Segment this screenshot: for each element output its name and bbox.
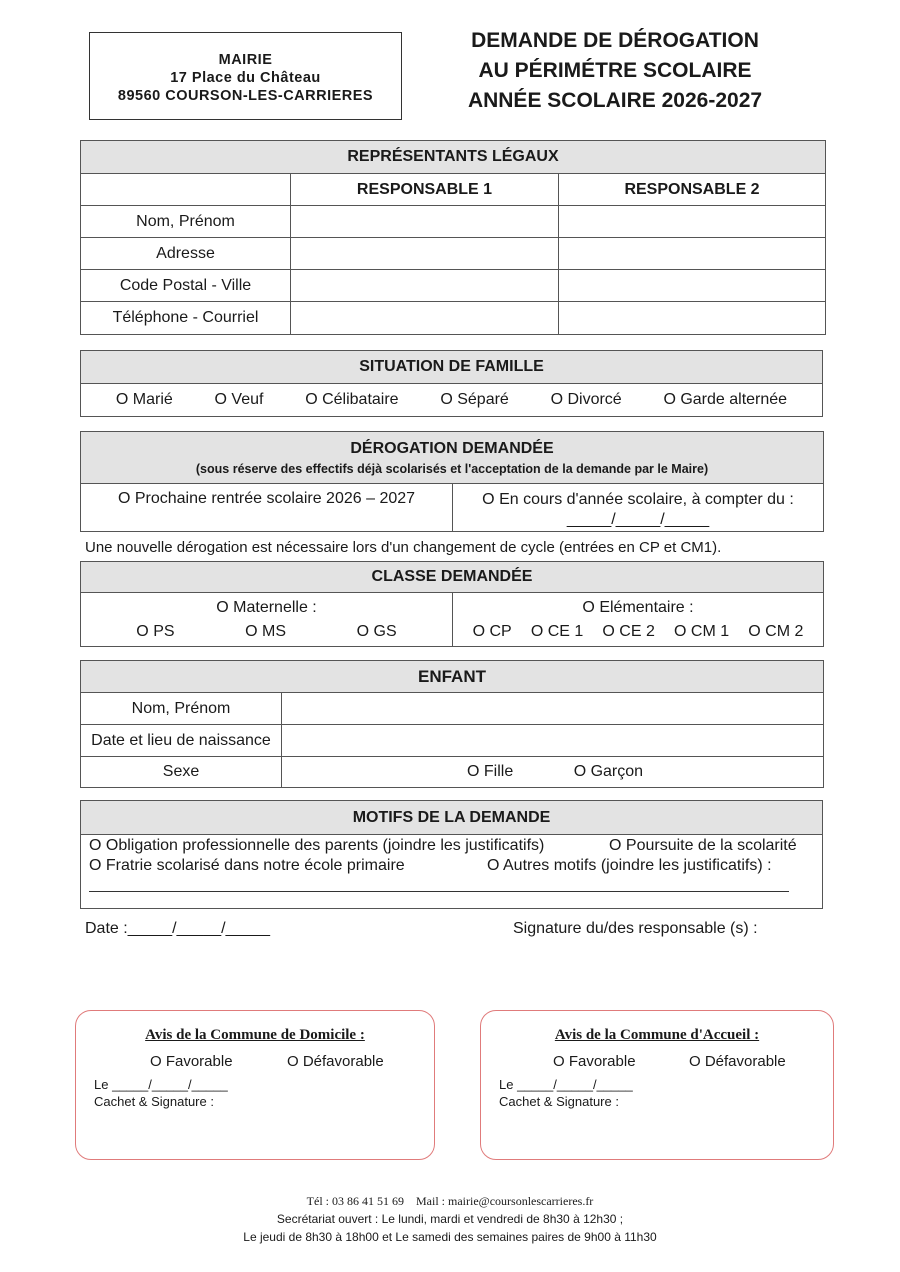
- elementaire-cell: [453, 593, 824, 647]
- representants-table: [80, 140, 826, 335]
- maternelle-cell: [81, 593, 453, 647]
- derogation-header: [81, 432, 824, 484]
- accueil-defavorable-option[interactable]: O Défavorable: [689, 1053, 786, 1070]
- footer-contact: Tél : 03 86 41 51 69 Mail : mairie@coursonlescarrieres.fr: [306, 1194, 594, 1208]
- derogation-title: DÉROGATION DEMANDÉE: [350, 439, 554, 457]
- option-cm2[interactable]: O CM 2: [748, 622, 804, 640]
- enfant-sexe-cell: [282, 757, 824, 788]
- option-separe[interactable]: O Séparé: [440, 391, 509, 408]
- responsable-1-telephone-field[interactable]: [291, 302, 559, 335]
- derogation-note: Une nouvelle dérogation est nécessaire lors d'un changement de cycle (entrées en CP et CM1).: [85, 539, 722, 556]
- footer-hours-1: Secrétariat ouvert : Le lundi, mardi et vendredi de 8h30 à 12h30 ;: [276, 1212, 624, 1226]
- option-ce1[interactable]: O CE 1: [530, 622, 584, 640]
- option-gs[interactable]: O GS: [356, 622, 397, 640]
- option-prochaine-rentree[interactable]: O Prochaine rentrée scolaire 2026 – 2027: [81, 484, 453, 532]
- option-autres-motifs[interactable]: O Autres motifs (joindre les justificatifs) :: [487, 857, 772, 874]
- title-line-2: AU PÉRIMÉTRE SCOLAIRE: [478, 59, 752, 82]
- domicile-cachet-label: Cachet & Signature :: [94, 1094, 214, 1109]
- responsable-2-telephone-field[interactable]: [559, 302, 826, 335]
- en-cours-cell: [453, 484, 824, 532]
- footer: [0, 1192, 900, 1246]
- derogation-subtitle: (sous réserve des effectifs déjà scolarisés et l'acceptation de la demande par le Maire): [195, 461, 709, 476]
- avis-domicile-title: Avis de la Commune de Domicile :: [145, 1027, 365, 1043]
- title-line-3: ANNÉE SCOLAIRE 2026-2027: [467, 89, 763, 112]
- avis-accueil-title: Avis de la Commune d'Accueil :: [554, 1027, 760, 1043]
- enfant-naissance-field[interactable]: [282, 725, 824, 757]
- responsable-1-adresse-field[interactable]: [291, 238, 559, 270]
- option-poursuite-scolarite[interactable]: O Poursuite de la scolarité: [609, 837, 797, 854]
- document-title: [440, 26, 790, 116]
- row-label-nom: Nom, Prénom: [81, 206, 291, 238]
- responsable-2-code-postal-field[interactable]: [559, 270, 826, 302]
- footer-hours-2: Le jeudi de 8h30 à 18h00 et Le samedi des semaines paires de 9h00 à 11h30: [243, 1230, 657, 1244]
- option-garcon[interactable]: O Garçon: [573, 763, 644, 780]
- motifs-cell: [81, 835, 823, 909]
- row-label-adresse: Adresse: [81, 238, 291, 270]
- option-fille[interactable]: O Fille: [467, 763, 514, 780]
- option-ce2[interactable]: O CE 2: [602, 622, 655, 640]
- option-cp[interactable]: O CP: [472, 622, 512, 640]
- option-fratrie[interactable]: O Fratrie scolarisé dans notre école primaire: [89, 857, 405, 874]
- autres-motifs-line[interactable]: [89, 891, 789, 892]
- row-label-code-postal: Code Postal - Ville: [81, 270, 291, 302]
- mairie-address-box: [89, 32, 402, 120]
- domicile-defavorable-option[interactable]: O Défavorable: [287, 1053, 384, 1070]
- representants-title: REPRÉSENTANTS LÉGAUX: [81, 141, 826, 174]
- domicile-favorable-option[interactable]: O Favorable: [150, 1053, 233, 1070]
- avis-accueil-box: [480, 1010, 834, 1160]
- option-elementaire[interactable]: O Elémentaire :: [582, 598, 694, 616]
- enfant-label-nom: Nom, Prénom: [81, 693, 282, 725]
- responsable-1-nom-field[interactable]: [291, 206, 559, 238]
- title-line-1: DEMANDE DE DÉROGATION: [471, 29, 759, 52]
- enfant-label-sexe: Sexe: [81, 757, 282, 788]
- option-veuf[interactable]: O Veuf: [214, 391, 264, 408]
- accueil-date-field[interactable]: Le _____/_____/_____: [499, 1077, 633, 1092]
- option-garde-alternee[interactable]: O Garde alternée: [663, 391, 788, 408]
- avis-domicile-box: [75, 1010, 435, 1160]
- enfant-table: [80, 660, 824, 788]
- row-label-telephone: Téléphone - Courriel: [81, 302, 291, 335]
- enfant-label-naissance: Date et lieu de naissance: [81, 725, 282, 757]
- option-cm1[interactable]: O CM 1: [674, 622, 730, 640]
- motifs-title: MOTIFS DE LA DEMANDE: [81, 801, 823, 835]
- en-cours-date-field[interactable]: _____/_____/_____: [566, 511, 710, 528]
- enfant-title: ENFANT: [81, 661, 824, 693]
- mairie-name: MAIRIE: [218, 52, 273, 68]
- option-divorce[interactable]: O Divorcé: [550, 391, 622, 408]
- option-marie[interactable]: O Marié: [115, 391, 173, 408]
- option-maternelle[interactable]: O Maternelle :: [216, 598, 317, 616]
- responsable-2-header: RESPONSABLE 2: [559, 174, 826, 206]
- option-obligation-pro[interactable]: O Obligation professionnelle des parents (joindre les justificatifs): [89, 837, 545, 854]
- responsable-2-nom-field[interactable]: [559, 206, 826, 238]
- motifs-table: [80, 800, 823, 909]
- responsable-2-adresse-field[interactable]: [559, 238, 826, 270]
- situation-table: [80, 350, 823, 417]
- mairie-city: 89560 COURSON-LES-CARRIERES: [117, 88, 374, 104]
- domicile-date-field[interactable]: Le _____/_____/_____: [94, 1077, 228, 1092]
- accueil-favorable-option[interactable]: O Favorable: [553, 1053, 636, 1070]
- option-ps[interactable]: O PS: [136, 622, 175, 640]
- option-celibataire[interactable]: O Célibataire: [305, 391, 399, 408]
- option-en-cours[interactable]: O En cours d'année scolaire, à compter du :: [482, 491, 794, 508]
- classe-title: CLASSE DEMANDÉE: [81, 562, 824, 593]
- option-ms[interactable]: O MS: [245, 622, 287, 640]
- classe-table: [80, 561, 824, 647]
- responsable-1-code-postal-field[interactable]: [291, 270, 559, 302]
- mairie-street: 17 Place du Château: [170, 70, 321, 86]
- derogation-table: [80, 431, 824, 532]
- date-field[interactable]: Date :_____/_____/_____: [85, 920, 271, 937]
- signature-label: Signature du/des responsable (s) :: [513, 920, 758, 937]
- responsable-1-header: RESPONSABLE 1: [291, 174, 559, 206]
- enfant-nom-field[interactable]: [282, 693, 824, 725]
- accueil-cachet-label: Cachet & Signature :: [499, 1094, 619, 1109]
- situation-title: SITUATION DE FAMILLE: [81, 351, 823, 384]
